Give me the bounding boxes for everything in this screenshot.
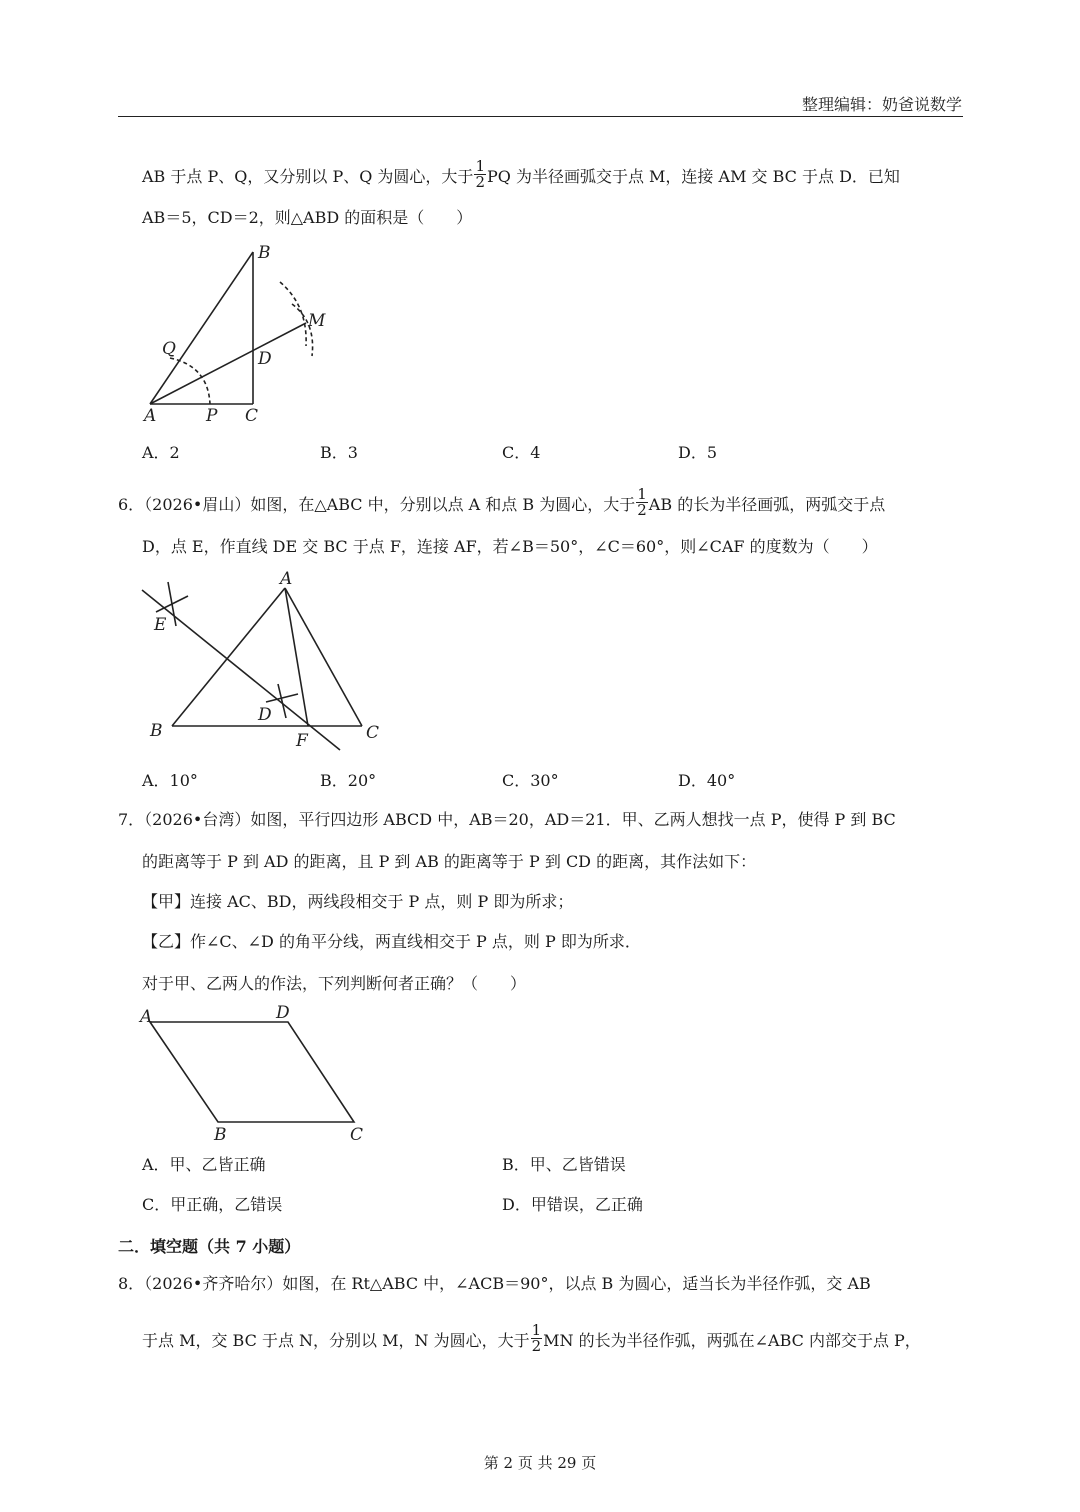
q5-label-c: C — [245, 406, 259, 426]
q6-line-1 — [118, 485, 948, 521]
header-rule — [118, 116, 963, 117]
q5-label-b: B — [258, 243, 271, 263]
q8-line-1: 8．（2026•齐齐哈尔）如图，在 Rt△ABC 中，∠ACB＝90°，以点 B 为圆心，适当长为半径作弧，交 AB — [118, 1274, 871, 1293]
q5-option-d: D．5 — [678, 443, 718, 462]
page-header: 整理编辑：奶爸说数学 — [801, 95, 962, 114]
q7-label-a: A — [140, 1007, 153, 1027]
q7-line-4: 【乙】作∠C、∠D 的角平分线，两直线相交于 P 点，则 P 即为所求． — [142, 932, 641, 951]
q6-frac-den: 2 — [637, 501, 647, 519]
q8-line-2 — [142, 1321, 972, 1357]
q6-option-b: B．20° — [320, 771, 377, 790]
q7-option-d: D．甲错误，乙正确 — [502, 1195, 643, 1214]
q6-label-b: B — [150, 721, 163, 741]
q5-line-1-post: PQ 为半径画弧交于点 M，连接 AM 交 BC 于点 D．已知 — [486, 167, 900, 186]
q6-option-a: A．10° — [142, 771, 198, 790]
q7-option-c: C．甲正确，乙错误 — [142, 1195, 283, 1214]
q6-label-a: A — [280, 569, 293, 589]
q5-figure — [130, 238, 350, 428]
q7-line-5: 对于甲、乙两人的作法，下列判断何者正确？（ ） — [142, 974, 527, 993]
q6-label-e: E — [154, 615, 167, 635]
q7-figure — [130, 1000, 380, 1148]
q5-segment-ab — [150, 252, 253, 404]
q7-line-1: 7．（2026•台湾）如图，平行四边形 ABCD 中，AB＝20，AD＝21．甲、乙两人想找一点 P，使得 P 到 BC — [118, 810, 896, 829]
q8-line-2-post: MN 的长为半径作弧，两弧在∠ABC 内部交于点 P， — [543, 1331, 921, 1350]
q7-label-c: C — [350, 1125, 364, 1145]
q7-option-b: B．甲、乙皆错误 — [502, 1155, 626, 1174]
q5-frac-num: 1 — [475, 157, 485, 175]
q7-label-b: B — [214, 1125, 227, 1145]
q7-option-a: A．甲、乙皆正确 — [142, 1155, 266, 1174]
q5-option-b: B．3 — [320, 443, 358, 462]
q6-label-c: C — [366, 723, 380, 743]
q5-line-1 — [142, 157, 972, 193]
q6-figure — [130, 566, 400, 756]
q5-label-d: D — [258, 349, 272, 369]
q5-label-m: M — [308, 311, 326, 331]
q6-option-d: D．40° — [678, 771, 736, 790]
q6-line-1-post: AB 的长为半径画弧，两弧交于点 — [648, 495, 886, 514]
q5-segment-am — [150, 323, 306, 404]
q6-line-1-pre: 6．（2026•眉山）如图，在△ABC 中，分别以点 A 和点 B 为圆心，大于 — [118, 495, 636, 514]
q6-arc-e2 — [168, 582, 176, 626]
q5-fraction — [474, 159, 486, 190]
q8-fraction — [531, 1323, 543, 1354]
q5-line-1-pre: AB 于点 P、Q，又分别以 P、Q 为圆心，大于 — [142, 167, 474, 186]
q6-line-2: D，点 E，作直线 DE 交 BC 于点 F，连接 AF，若∠B＝50°，∠C＝60°，则∠CAF 的度数为（ ） — [142, 537, 878, 556]
q7-line-3: 【甲】连接 AC、BD，两线段相交于 P 点，则 P 即为所求； — [142, 892, 574, 911]
q6-fraction — [636, 487, 648, 518]
q8-frac-den: 2 — [531, 1337, 542, 1355]
q7-line-2: 的距离等于 P 到 AD 的距离，且 P 到 AB 的距离等于 P 到 CD 的距离，其作法如下： — [142, 852, 757, 871]
q5-option-a: A．2 — [142, 443, 180, 462]
q5-line-2: AB＝5，CD＝2，则△ABD 的面积是（ ） — [142, 208, 473, 227]
q5-frac-den: 2 — [475, 173, 485, 191]
q5-label-a: A — [144, 406, 157, 426]
q7-parallelogram — [150, 1022, 354, 1122]
section-title: 二．填空题（共 7 小题） — [118, 1237, 301, 1256]
q8-frac-num: 1 — [531, 1321, 542, 1339]
q5-option-c: C．4 — [502, 443, 541, 462]
q6-frac-num: 1 — [637, 485, 647, 503]
page-footer: 第 2 页 共 29 页 — [483, 1454, 597, 1472]
q5-label-q: Q — [162, 339, 176, 359]
q6-label-d: D — [258, 705, 272, 725]
q5-label-p: P — [206, 406, 218, 426]
q8-line-2-pre: 于点 M，交 BC 于点 N，分别以 M，N 为圆心，大于 — [142, 1331, 530, 1350]
q6-label-f: F — [296, 731, 308, 751]
q6-option-c: C．30° — [502, 771, 559, 790]
q7-label-d: D — [276, 1003, 290, 1023]
